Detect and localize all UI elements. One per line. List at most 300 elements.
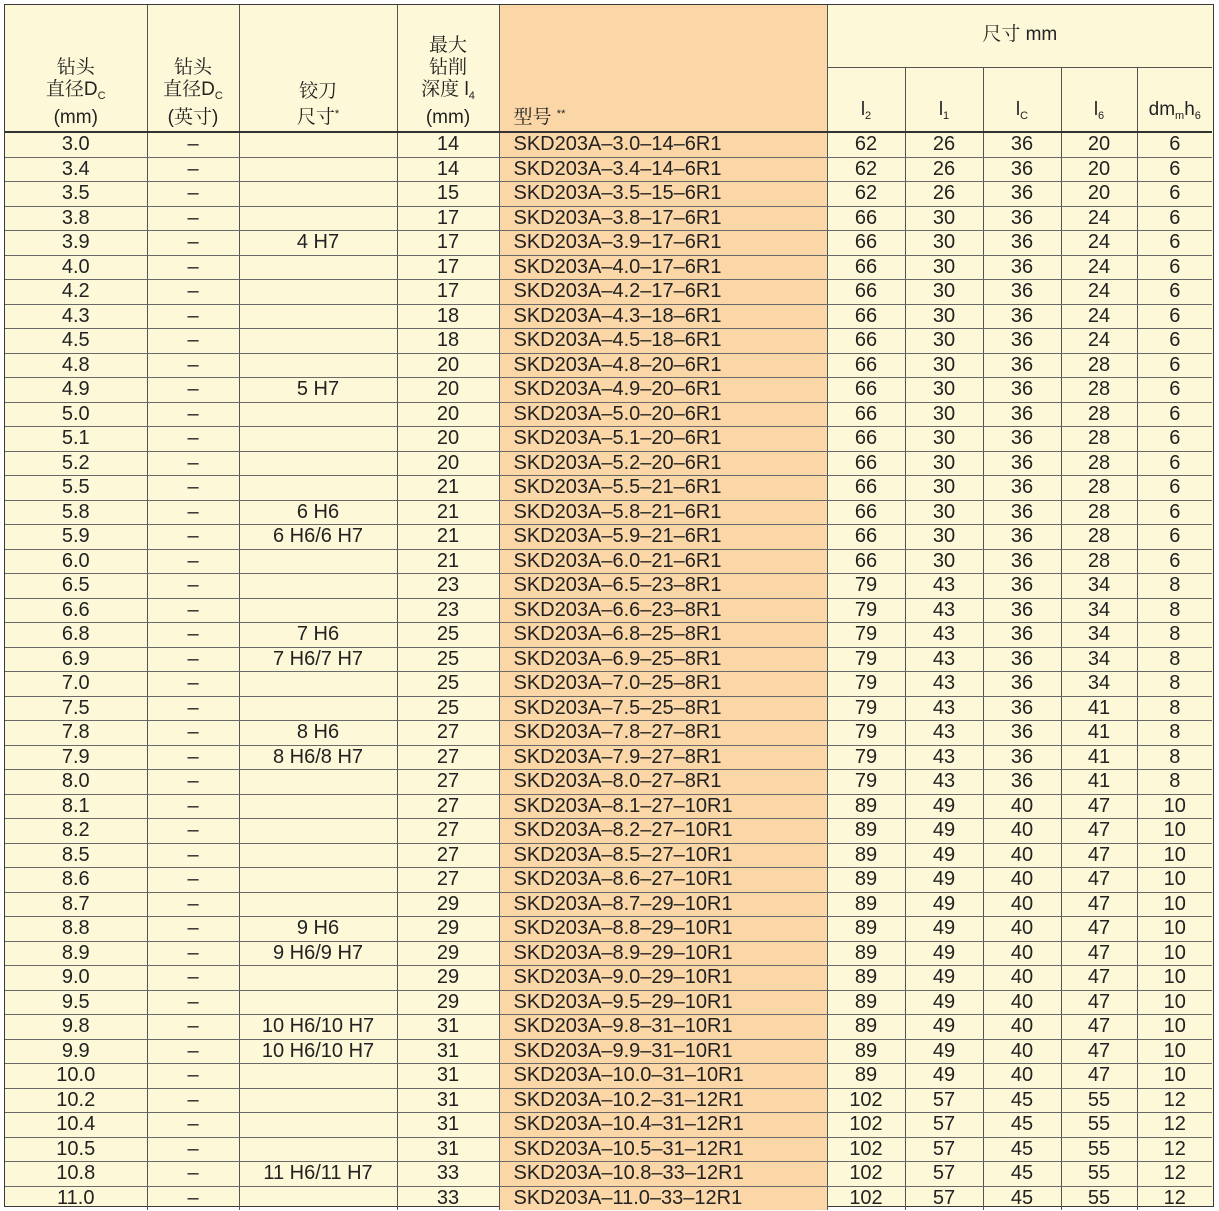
cell-drill-dia-inch: –: [147, 255, 239, 280]
cell-l2: 102: [827, 1113, 905, 1138]
cell-l2: 79: [827, 770, 905, 795]
cell-drill-dia-inch: –: [147, 868, 239, 893]
cell-dm: 6: [1137, 206, 1212, 231]
cell-dm: 6: [1137, 255, 1212, 280]
cell-lc: 40: [983, 1064, 1061, 1089]
cell-model: SKD203A–7.9–27–8R1: [499, 745, 827, 770]
cell-drill-dia-inch: –: [147, 819, 239, 844]
cell-model: SKD203A–9.9–31–10R1: [499, 1039, 827, 1064]
cell-model: SKD203A–5.5–21–6R1: [499, 476, 827, 501]
cell-l2: 66: [827, 378, 905, 403]
cell-l2: 79: [827, 745, 905, 770]
cell-reamer-size: [239, 402, 397, 427]
cell-l1: 57: [905, 1113, 983, 1138]
cell-lc: 36: [983, 574, 1061, 599]
cell-drill-dia-mm: 10.5: [5, 1137, 147, 1162]
cell-l1: 30: [905, 427, 983, 452]
cell-model: SKD203A–9.0–29–10R1: [499, 966, 827, 991]
cell-l1: 30: [905, 549, 983, 574]
cell-max-depth: 31: [397, 1113, 499, 1138]
cell-lc: 36: [983, 132, 1061, 157]
cell-l2: 89: [827, 794, 905, 819]
cell-reamer-size: 8 H6/8 H7: [239, 745, 397, 770]
cell-drill-dia-inch: –: [147, 623, 239, 648]
drill-spec-table-frame: [4, 4, 1214, 1207]
cell-drill-dia-mm: 8.1: [5, 794, 147, 819]
cell-drill-dia-inch: –: [147, 917, 239, 942]
cell-reamer-size: 9 H6/9 H7: [239, 941, 397, 966]
cell-lc: 36: [983, 353, 1061, 378]
cell-l6: 34: [1061, 574, 1137, 599]
cell-l1: 43: [905, 672, 983, 697]
cell-drill-dia-inch: –: [147, 132, 239, 157]
cell-lc: 45: [983, 1088, 1061, 1113]
cell-drill-dia-mm: 5.1: [5, 427, 147, 452]
cell-dm: 12: [1137, 1162, 1212, 1187]
table-row: [5, 182, 1212, 207]
cell-drill-dia-mm: 6.8: [5, 623, 147, 648]
cell-l2: 66: [827, 402, 905, 427]
cell-max-depth: 27: [397, 721, 499, 746]
cell-reamer-size: [239, 255, 397, 280]
cell-reamer-size: [239, 598, 397, 623]
table-row: [5, 1015, 1212, 1040]
cell-max-depth: 17: [397, 255, 499, 280]
cell-max-depth: 21: [397, 549, 499, 574]
cell-lc: 40: [983, 819, 1061, 844]
table-row: [5, 157, 1212, 182]
cell-l6: 47: [1061, 892, 1137, 917]
cell-l2: 66: [827, 525, 905, 550]
cell-drill-dia-inch: –: [147, 157, 239, 182]
cell-reamer-size: [239, 696, 397, 721]
cell-l1: 30: [905, 378, 983, 403]
cell-drill-dia-mm: 10.8: [5, 1162, 147, 1187]
cell-drill-dia-mm: 8.9: [5, 941, 147, 966]
cell-lc: 36: [983, 745, 1061, 770]
cell-max-depth: 29: [397, 966, 499, 991]
cell-drill-dia-mm: 8.0: [5, 770, 147, 795]
cell-l6: 47: [1061, 917, 1137, 942]
cell-drill-dia-mm: 9.0: [5, 966, 147, 991]
cell-model: SKD203A–10.2–31–12R1: [499, 1088, 827, 1113]
cell-drill-dia-inch: –: [147, 696, 239, 721]
cell-l1: 30: [905, 329, 983, 354]
table-row: [5, 941, 1212, 966]
cell-max-depth: 20: [397, 427, 499, 452]
cell-model: SKD203A–4.0–17–6R1: [499, 255, 827, 280]
cell-lc: 36: [983, 255, 1061, 280]
cell-drill-dia-inch: –: [147, 402, 239, 427]
cell-l6: 28: [1061, 402, 1137, 427]
cell-reamer-size: [239, 304, 397, 329]
cell-drill-dia-inch: –: [147, 794, 239, 819]
table-row: [5, 525, 1212, 550]
cell-drill-dia-mm: 8.6: [5, 868, 147, 893]
cell-l1: 30: [905, 451, 983, 476]
cell-max-depth: 18: [397, 329, 499, 354]
cell-dm: 8: [1137, 672, 1212, 697]
cell-l2: 66: [827, 549, 905, 574]
cell-model: SKD203A–3.5–15–6R1: [499, 182, 827, 207]
cell-model: SKD203A–8.7–29–10R1: [499, 892, 827, 917]
cell-l2: 66: [827, 304, 905, 329]
cell-max-depth: 23: [397, 598, 499, 623]
cell-max-depth: 31: [397, 1015, 499, 1040]
cell-l2: 102: [827, 1137, 905, 1162]
cell-l2: 79: [827, 574, 905, 599]
cell-l1: 43: [905, 647, 983, 672]
cell-model: SKD203A–7.5–25–8R1: [499, 696, 827, 721]
table-row: [5, 255, 1212, 280]
table-row: [5, 304, 1212, 329]
cell-dm: 10: [1137, 1064, 1212, 1089]
cell-max-depth: 33: [397, 1162, 499, 1187]
cell-drill-dia-inch: –: [147, 525, 239, 550]
cell-l6: 28: [1061, 451, 1137, 476]
cell-model: SKD203A–6.5–23–8R1: [499, 574, 827, 599]
cell-max-depth: 27: [397, 794, 499, 819]
cell-model: SKD203A–7.8–27–8R1: [499, 721, 827, 746]
cell-dm: 10: [1137, 819, 1212, 844]
cell-reamer-size: [239, 770, 397, 795]
cell-l2: 102: [827, 1088, 905, 1113]
cell-max-depth: 27: [397, 770, 499, 795]
cell-l6: 47: [1061, 1015, 1137, 1040]
cell-model: SKD203A–8.6–27–10R1: [499, 868, 827, 893]
cell-max-depth: 27: [397, 819, 499, 844]
cell-model: SKD203A–9.8–31–10R1: [499, 1015, 827, 1040]
cell-model: SKD203A–9.5–29–10R1: [499, 990, 827, 1015]
cell-l6: 55: [1061, 1088, 1137, 1113]
cell-l2: 102: [827, 1186, 905, 1210]
cell-l1: 30: [905, 476, 983, 501]
cell-l6: 28: [1061, 525, 1137, 550]
cell-l2: 66: [827, 255, 905, 280]
table-row: [5, 476, 1212, 501]
cell-drill-dia-inch: –: [147, 966, 239, 991]
cell-reamer-size: 7 H6/7 H7: [239, 647, 397, 672]
cell-drill-dia-mm: 3.0: [5, 132, 147, 157]
cell-l2: 102: [827, 1162, 905, 1187]
cell-lc: 36: [983, 696, 1061, 721]
cell-l2: 79: [827, 598, 905, 623]
cell-dm: 6: [1137, 549, 1212, 574]
cell-dm: 6: [1137, 402, 1212, 427]
cell-reamer-size: [239, 157, 397, 182]
table-body: [5, 132, 1212, 1210]
cell-l1: 43: [905, 598, 983, 623]
cell-drill-dia-inch: –: [147, 476, 239, 501]
cell-drill-dia-inch: –: [147, 1162, 239, 1187]
cell-dm: 6: [1137, 157, 1212, 182]
cell-drill-dia-inch: –: [147, 451, 239, 476]
cell-drill-dia-inch: –: [147, 647, 239, 672]
cell-l1: 57: [905, 1088, 983, 1113]
cell-l2: 89: [827, 941, 905, 966]
cell-l1: 43: [905, 770, 983, 795]
cell-drill-dia-inch: –: [147, 549, 239, 574]
cell-lc: 36: [983, 427, 1061, 452]
cell-model: SKD203A–5.0–20–6R1: [499, 402, 827, 427]
cell-l1: 30: [905, 525, 983, 550]
cell-reamer-size: 6 H6: [239, 500, 397, 525]
cell-model: SKD203A–6.0–21–6R1: [499, 549, 827, 574]
cell-drill-dia-inch: –: [147, 892, 239, 917]
cell-l6: 55: [1061, 1113, 1137, 1138]
cell-l6: 47: [1061, 990, 1137, 1015]
cell-reamer-size: [239, 794, 397, 819]
cell-drill-dia-inch: –: [147, 427, 239, 452]
cell-drill-dia-mm: 6.9: [5, 647, 147, 672]
cell-max-depth: 17: [397, 280, 499, 305]
cell-drill-dia-mm: 6.6: [5, 598, 147, 623]
cell-dm: 10: [1137, 1015, 1212, 1040]
cell-max-depth: 29: [397, 917, 499, 942]
cell-drill-dia-mm: 8.8: [5, 917, 147, 942]
cell-l2: 89: [827, 892, 905, 917]
cell-model: SKD203A–3.4–14–6R1: [499, 157, 827, 182]
cell-lc: 36: [983, 206, 1061, 231]
cell-drill-dia-inch: –: [147, 598, 239, 623]
cell-drill-dia-mm: 10.0: [5, 1064, 147, 1089]
cell-drill-dia-mm: 6.0: [5, 549, 147, 574]
cell-l1: 49: [905, 990, 983, 1015]
cell-lc: 45: [983, 1113, 1061, 1138]
cell-max-depth: 31: [397, 1088, 499, 1113]
header-drill-dia-mm: 钻头 直径$D_C$ (mm): [5, 5, 147, 132]
cell-reamer-size: 11 H6/11 H7: [239, 1162, 397, 1187]
table-row: [5, 402, 1212, 427]
cell-lc: 36: [983, 721, 1061, 746]
cell-l2: 66: [827, 353, 905, 378]
cell-max-depth: 20: [397, 353, 499, 378]
cell-drill-dia-mm: 4.2: [5, 280, 147, 305]
cell-dm: 6: [1137, 525, 1212, 550]
cell-lc: 36: [983, 329, 1061, 354]
cell-model: SKD203A–10.0–31–10R1: [499, 1064, 827, 1089]
cell-reamer-size: 7 H6: [239, 623, 397, 648]
table-row: [5, 574, 1212, 599]
cell-dm: 10: [1137, 966, 1212, 991]
cell-dm: 8: [1137, 770, 1212, 795]
cell-drill-dia-inch: –: [147, 1137, 239, 1162]
cell-drill-dia-mm: 11.0: [5, 1186, 147, 1210]
header-reamer-size: 铰刀 尺寸*: [239, 5, 397, 132]
cell-l6: 47: [1061, 868, 1137, 893]
cell-dm: 10: [1137, 892, 1212, 917]
cell-max-depth: 14: [397, 157, 499, 182]
cell-dm: 8: [1137, 696, 1212, 721]
cell-reamer-size: 8 H6: [239, 721, 397, 746]
cell-drill-dia-mm: 7.8: [5, 721, 147, 746]
cell-l2: 79: [827, 672, 905, 697]
cell-reamer-size: [239, 843, 397, 868]
cell-lc: 36: [983, 598, 1061, 623]
cell-max-depth: 15: [397, 182, 499, 207]
cell-model: SKD203A–4.9–20–6R1: [499, 378, 827, 403]
cell-l6: 28: [1061, 427, 1137, 452]
table-row: [5, 1039, 1212, 1064]
cell-max-depth: 25: [397, 672, 499, 697]
cell-drill-dia-inch: –: [147, 1113, 239, 1138]
cell-l2: 62: [827, 182, 905, 207]
cell-l2: 79: [827, 721, 905, 746]
cell-l2: 89: [827, 843, 905, 868]
cell-l1: 30: [905, 255, 983, 280]
cell-l1: 49: [905, 892, 983, 917]
cell-l1: 43: [905, 696, 983, 721]
cell-model: SKD203A–4.2–17–6R1: [499, 280, 827, 305]
cell-dm: 8: [1137, 598, 1212, 623]
cell-l1: 30: [905, 206, 983, 231]
cell-l2: 89: [827, 917, 905, 942]
cell-dm: 6: [1137, 304, 1212, 329]
cell-l2: 89: [827, 1039, 905, 1064]
cell-l6: 47: [1061, 843, 1137, 868]
cell-max-depth: 31: [397, 1064, 499, 1089]
cell-l2: 62: [827, 132, 905, 157]
cell-lc: 36: [983, 672, 1061, 697]
cell-l2: 79: [827, 696, 905, 721]
cell-l6: 28: [1061, 378, 1137, 403]
cell-lc: 45: [983, 1137, 1061, 1162]
cell-max-depth: 25: [397, 647, 499, 672]
cell-drill-dia-inch: –: [147, 745, 239, 770]
cell-model: SKD203A–5.9–21–6R1: [499, 525, 827, 550]
cell-max-depth: 29: [397, 941, 499, 966]
cell-reamer-size: 5 H7: [239, 378, 397, 403]
table-row: [5, 598, 1212, 623]
cell-reamer-size: [239, 476, 397, 501]
cell-l6: 24: [1061, 255, 1137, 280]
cell-max-depth: 33: [397, 1186, 499, 1210]
cell-model: SKD203A–6.8–25–8R1: [499, 623, 827, 648]
cell-drill-dia-mm: 5.2: [5, 451, 147, 476]
cell-l2: 79: [827, 623, 905, 648]
cell-drill-dia-mm: 9.5: [5, 990, 147, 1015]
cell-drill-dia-mm: 6.5: [5, 574, 147, 599]
cell-dm: 12: [1137, 1137, 1212, 1162]
cell-drill-dia-inch: –: [147, 206, 239, 231]
cell-l1: 57: [905, 1186, 983, 1210]
table-row: [5, 1113, 1212, 1138]
cell-reamer-size: [239, 280, 397, 305]
cell-l1: 30: [905, 280, 983, 305]
cell-drill-dia-inch: –: [147, 182, 239, 207]
table-row: [5, 500, 1212, 525]
table-row: [5, 623, 1212, 648]
cell-max-depth: 21: [397, 525, 499, 550]
cell-l6: 41: [1061, 721, 1137, 746]
cell-l2: 66: [827, 500, 905, 525]
cell-dm: 10: [1137, 917, 1212, 942]
cell-reamer-size: [239, 1113, 397, 1138]
table-row: [5, 1162, 1212, 1187]
cell-l6: 47: [1061, 794, 1137, 819]
cell-l1: 49: [905, 1015, 983, 1040]
cell-reamer-size: [239, 353, 397, 378]
cell-drill-dia-mm: 3.8: [5, 206, 147, 231]
cell-l6: 28: [1061, 353, 1137, 378]
cell-dm: 8: [1137, 745, 1212, 770]
cell-l6: 24: [1061, 329, 1137, 354]
cell-l2: 79: [827, 647, 905, 672]
cell-lc: 36: [983, 623, 1061, 648]
table-row: [5, 329, 1212, 354]
cell-drill-dia-inch: –: [147, 280, 239, 305]
table-row: [5, 1064, 1212, 1089]
cell-l6: 24: [1061, 206, 1137, 231]
cell-dm: 6: [1137, 182, 1212, 207]
cell-drill-dia-mm: 4.0: [5, 255, 147, 280]
cell-reamer-size: [239, 206, 397, 231]
cell-l1: 57: [905, 1162, 983, 1187]
cell-l1: 30: [905, 500, 983, 525]
cell-dm: 10: [1137, 990, 1212, 1015]
cell-drill-dia-inch: –: [147, 574, 239, 599]
cell-reamer-size: 9 H6: [239, 917, 397, 942]
cell-reamer-size: [239, 1186, 397, 1210]
cell-l2: 89: [827, 819, 905, 844]
cell-reamer-size: [239, 329, 397, 354]
cell-lc: 40: [983, 868, 1061, 893]
cell-reamer-size: [239, 1137, 397, 1162]
cell-drill-dia-inch: –: [147, 672, 239, 697]
cell-lc: 40: [983, 1039, 1061, 1064]
table-row: [5, 672, 1212, 697]
cell-l1: 26: [905, 182, 983, 207]
cell-model: SKD203A–6.9–25–8R1: [499, 647, 827, 672]
header-drill-dia-inch: 钻头 直径$D_C$ (英寸): [147, 5, 239, 132]
cell-drill-dia-mm: 5.5: [5, 476, 147, 501]
cell-reamer-size: [239, 819, 397, 844]
cell-drill-dia-mm: 3.9: [5, 231, 147, 256]
cell-drill-dia-inch: –: [147, 843, 239, 868]
cell-dm: 6: [1137, 329, 1212, 354]
cell-max-depth: 25: [397, 623, 499, 648]
header-model: 型号 **: [499, 5, 827, 132]
cell-drill-dia-inch: –: [147, 941, 239, 966]
cell-drill-dia-mm: 4.9: [5, 378, 147, 403]
cell-drill-dia-mm: 5.8: [5, 500, 147, 525]
cell-l6: 41: [1061, 770, 1137, 795]
cell-lc: 36: [983, 157, 1061, 182]
cell-model: SKD203A–8.1–27–10R1: [499, 794, 827, 819]
cell-drill-dia-mm: 10.4: [5, 1113, 147, 1138]
cell-reamer-size: [239, 549, 397, 574]
cell-dm: 10: [1137, 1039, 1212, 1064]
cell-dm: 10: [1137, 843, 1212, 868]
cell-l6: 47: [1061, 1039, 1137, 1064]
cell-l6: 24: [1061, 231, 1137, 256]
table-row: [5, 721, 1212, 746]
header-l2: $l_2$: [827, 68, 905, 133]
cell-reamer-size: [239, 574, 397, 599]
cell-drill-dia-mm: 7.5: [5, 696, 147, 721]
cell-lc: 36: [983, 476, 1061, 501]
cell-reamer-size: [239, 868, 397, 893]
table-row: [5, 280, 1212, 305]
cell-l6: 55: [1061, 1162, 1137, 1187]
cell-l1: 49: [905, 819, 983, 844]
table-row: [5, 378, 1212, 403]
cell-l6: 20: [1061, 157, 1137, 182]
cell-drill-dia-inch: –: [147, 1064, 239, 1089]
cell-reamer-size: [239, 1064, 397, 1089]
cell-lc: 36: [983, 378, 1061, 403]
cell-dm: 8: [1137, 623, 1212, 648]
